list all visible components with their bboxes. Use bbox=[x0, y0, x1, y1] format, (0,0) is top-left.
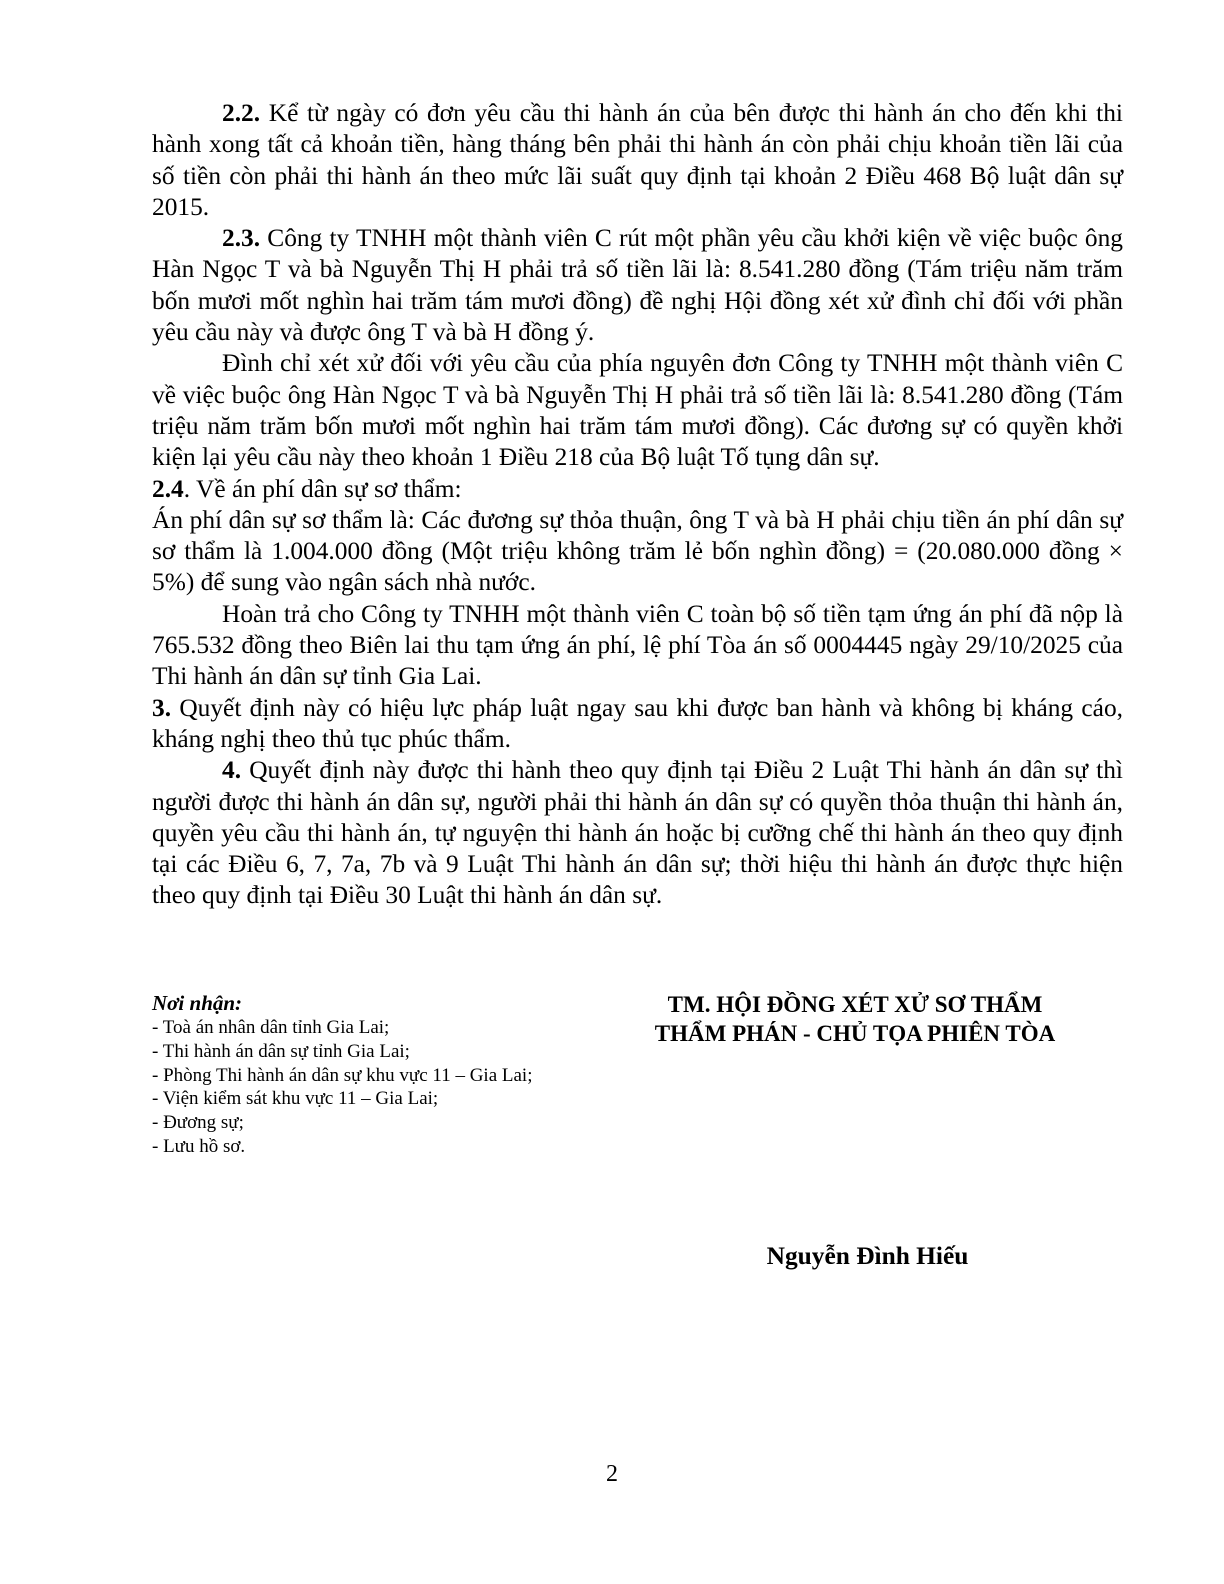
section-text: Quyết định này có hiệu lực pháp luật ngay sau khi được ban hành và không bị kháng cáo, kháng nghị theo thủ tục phúc thẩm. bbox=[152, 693, 1123, 753]
recipient-item: - Toà án nhân dân tỉnh Gia Lai; bbox=[152, 1017, 390, 1038]
section-2-2 bbox=[152, 98, 1123, 223]
section-2-4 bbox=[152, 474, 1123, 505]
signer-name: Nguyễn Đình Hiếu bbox=[766, 1242, 969, 1270]
signature-council-line: TM. HỘI ĐỒNG XÉT XỬ SƠ THẨM bbox=[667, 992, 1043, 1017]
section-text: Quyết định này được thi hành theo quy định tại Điều 2 Luật Thi hành án dân sự thì người được thi hành án dân sự, người phải thi hành án dân sự có quyền thỏa thuận thi hành án, quyền yêu cầu thi hành án, tự nguyện thi hành án hoặc bị cưỡng chế thi hành án theo quy định tại các Điều 6, 7, 7a, 7b và 9 Luật Thi hành án dân sự; thời hiệu thi hành án được thực hiện theo quy định tại Điều 30 Luật thi hành án dân sự. bbox=[152, 756, 1123, 910]
refund-paragraph bbox=[152, 599, 1123, 693]
section-text: Hoàn trả cho Công ty TNHH một thành viên C toàn bộ số tiền tạm ứng án phí đã nộp là 765.532 đồng theo Biên lai thu tạm ứng án phí, lệ phí Tòa án số 0004445 ngày 29/10/2025 của Thi hành án dân sự tỉnh Gia Lai. bbox=[152, 599, 1123, 691]
section-4 bbox=[152, 755, 1123, 911]
signature-judge-line: THẨM PHÁN - CHỦ TỌA PHIÊN TÒA bbox=[654, 1021, 1056, 1046]
recipient-item: - Lưu hồ sơ. bbox=[152, 1135, 246, 1157]
section-text: Kể từ ngày có đơn yêu cầu thi hành án của bên được thi hành án cho đến khi thi hành xong tất cả khoản tiền, hàng tháng bên phải thi hành án còn phải chịu khoản tiền lãi của số tiền còn phải thi hành án theo mức lãi suất quy định tại khoản 2 Điều 468 Bộ luật dân sự 2015. bbox=[152, 99, 1123, 221]
signature-heading bbox=[600, 990, 1110, 1048]
section-number: 2.2. bbox=[222, 99, 261, 127]
section-text: Án phí dân sự sơ thẩm là: Các đương sự thỏa thuận, ông T và bà H phải chịu tiền án phí dân sự sơ thẩm là 1.004.000 đồng (Một triệu không trăm lẻ bốn nghìn đồng) = (20.080.000 đồng × 5%) để sung vào ngân sách nhà nước. bbox=[152, 505, 1123, 597]
decision-body bbox=[152, 98, 1123, 912]
section-text: Công ty TNHH một thành viên C rút một phần yêu cầu khởi kiện về việc buộc ông Hàn Ngọc T và bà Nguyễn Thị H phải trả số tiền lãi là: 8.541.280 đồng (Tám triệu năm trăm bốn mươi mốt nghìn hai trăm tám mươi đồng) đề nghị Hội đồng xét xử đình chỉ đối với phần yêu cầu này và được ông T và bà H đồng ý. bbox=[152, 224, 1123, 347]
page-number: 2 bbox=[606, 1461, 618, 1487]
recipients-list bbox=[152, 1016, 592, 1159]
recipients-block bbox=[152, 990, 592, 1159]
court-fee-paragraph bbox=[152, 505, 1123, 599]
recipients-title: Nơi nhận: bbox=[152, 991, 243, 1015]
section-number: 2.3. bbox=[222, 224, 261, 253]
section-2-3 bbox=[152, 223, 1123, 348]
recipient-item: - Đương sự; bbox=[152, 1112, 244, 1134]
section-3 bbox=[152, 693, 1123, 756]
section-text: Đình chỉ xét xử đối với yêu cầu của phía nguyên đơn Công ty TNHH một thành viên C về việc buộc ông Hàn Ngọc T và bà Nguyễn Thị H phải trả số tiền lãi là: 8.541.280 đồng (Tám triệu năm trăm bốn mươi mốt nghìn hai trăm tám mươi đồng). Các đương sự có quyền khởi kiện lại yêu cầu này theo khoản 1 Điều 218 của Bộ luật Tố tụng dân sự. bbox=[152, 349, 1123, 472]
dismissal-paragraph bbox=[152, 348, 1123, 473]
recipient-item: - Phòng Thi hành án dân sự khu vực 11 – Gia Lai; bbox=[152, 1064, 533, 1086]
section-number: 3. bbox=[152, 693, 172, 722]
section-number: 2.4 bbox=[152, 474, 184, 503]
recipient-item: - Thi hành án dân sự tỉnh Gia Lai; bbox=[152, 1040, 410, 1062]
section-text: . Về án phí dân sự sơ thẩm: bbox=[183, 474, 462, 503]
recipient-item: - Viện kiểm sát khu vực 11 – Gia Lai; bbox=[152, 1088, 439, 1110]
section-number: 4. bbox=[222, 756, 242, 785]
